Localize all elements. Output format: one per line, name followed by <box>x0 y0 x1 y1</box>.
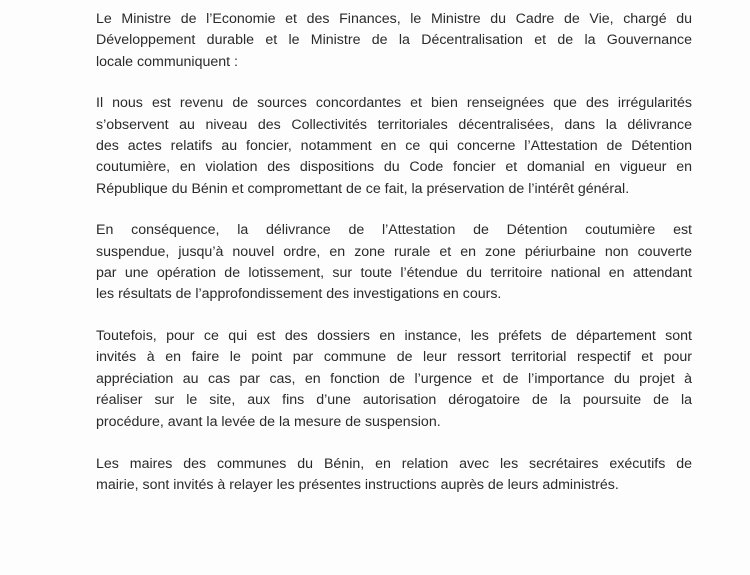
text-line: par une opération de lotissement, sur toute l’étendue du territoire national en attendant <box>96 265 692 282</box>
text-line: Développement durable et le Ministre de la Décentralisation et de la Gouvernance <box>96 32 692 49</box>
text-line: mairie, sont invités à relayer les présentes instructions auprès de leurs administrés. <box>96 477 619 494</box>
text-line: des actes relatifs au foncier, notamment en ce qui concerne l’Attestation de Détention <box>96 138 692 155</box>
paragraph-mayors <box>96 454 692 497</box>
text-line: procédure, avant la levée de la mesure de suspension. <box>96 413 441 430</box>
text-line: République du Bénin et compromettant de ce fait, la préservation de l’intérêt général. <box>96 180 630 197</box>
text-line: En conséquence, la délivrance de l’Attestation de Détention coutumière est <box>96 222 692 239</box>
paragraph-suspension <box>96 220 692 306</box>
text-line: coutumière, en violation des dispositions du Code foncier et domanial en vigueur en <box>96 159 692 176</box>
text-line: appréciation au cas par cas, en fonction de l’urgence et de l’importance du projet à <box>96 370 692 387</box>
paragraph-irregularities <box>96 93 692 200</box>
document-body <box>96 9 692 497</box>
text-line: Les maires des communes du Bénin, en relation avec les secrétaires exécutifs de <box>96 455 692 472</box>
text-line: s’observent au niveau des Collectivités territoriales décentralisées, dans la délivrance <box>96 116 692 133</box>
text-line: suspendue, jusqu’à nouvel ordre, en zone rurale et en zone périurbaine non couverte <box>96 243 692 260</box>
text-line: réaliser sur le site, aux fins d’une autorisation dérogatoire de la poursuite de la <box>96 392 692 409</box>
text-line: invités à en faire le point par commune de leur ressort territorial respectif et pour <box>96 349 692 366</box>
paragraph-communique-intro <box>96 9 692 73</box>
text-line: Toutefois, pour ce qui est des dossiers en instance, les préfets de département sont <box>96 327 692 344</box>
text-line: les résultats de l’approfondissement des investigations en cours. <box>96 286 502 303</box>
text-line: Le Ministre de l’Economie et des Finances, le Ministre du Cadre de Vie, chargé du <box>96 11 692 27</box>
text-line: Il nous est revenu de sources concordantes et bien renseignées que des irrégularités <box>96 95 692 112</box>
paragraph-pending-files <box>96 326 692 433</box>
text-line: locale communiquent : <box>96 53 238 70</box>
